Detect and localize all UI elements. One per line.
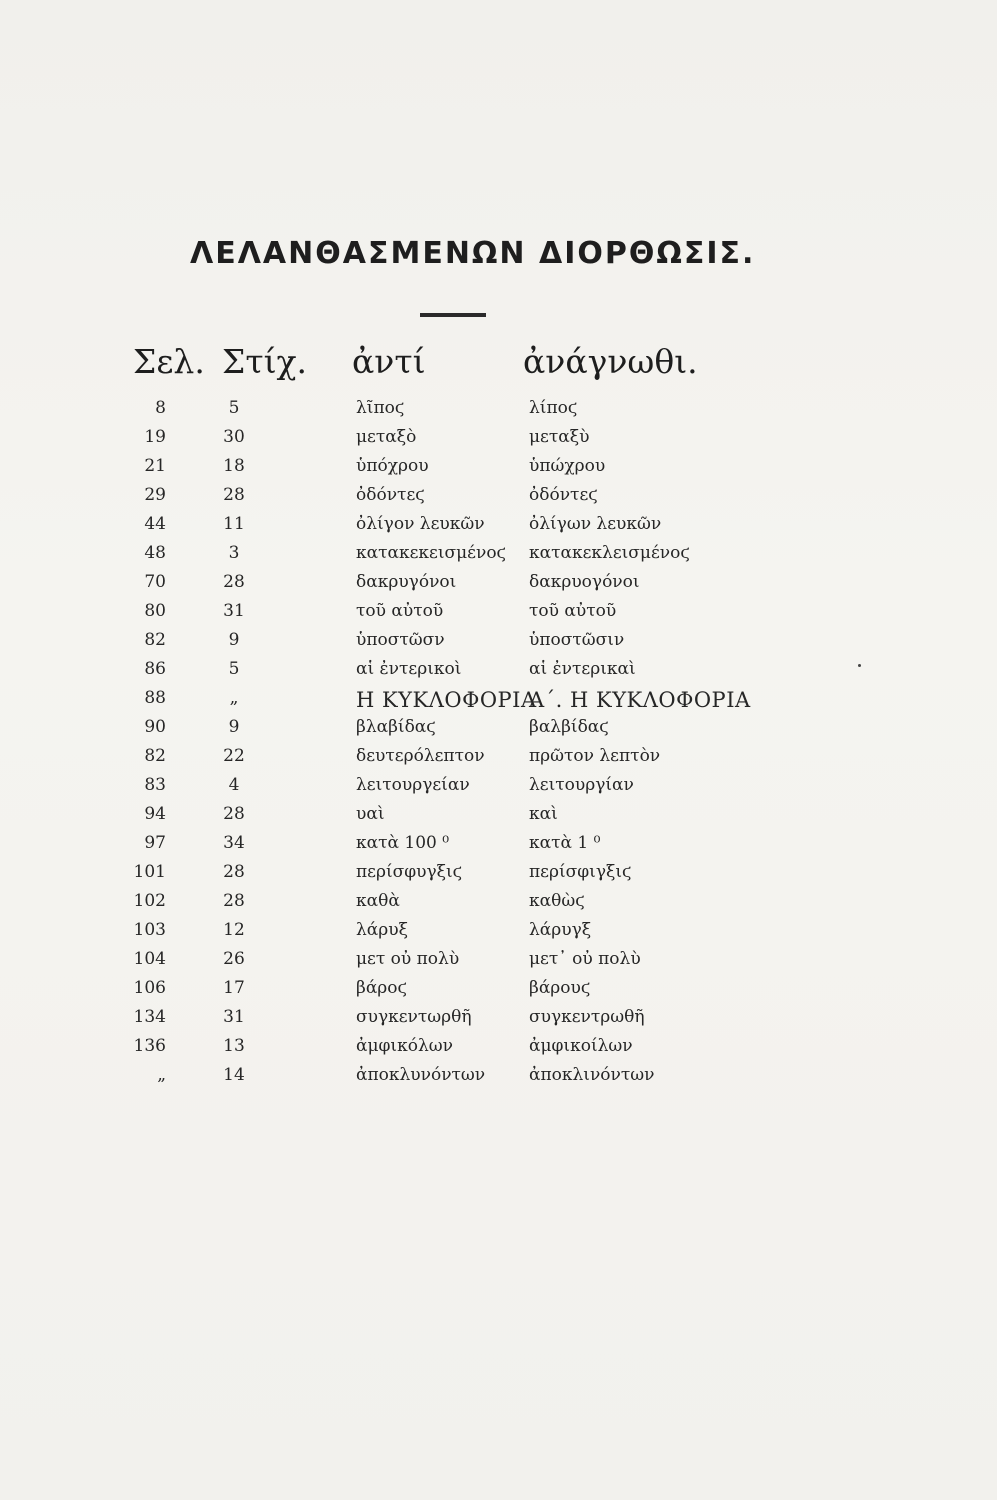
cell-line: 28 [223,572,245,592]
cell-page: 70 [144,572,166,592]
cell-line: 5 [228,659,240,679]
table-row [0,572,997,601]
cell-line: 28 [223,804,245,824]
cell-line: 28 [223,485,245,505]
cell-instead: κατὰ 100 ⁰ [356,833,450,853]
header-page: Σελ. [133,342,205,381]
table-row [0,456,997,485]
cell-instead: δακρυγόνοι [356,572,457,592]
cell-read: πρῶτον λεπτὸν [529,746,661,766]
cell-instead: λάρυξ [356,920,408,940]
cell-page: „ [157,1065,166,1085]
cell-line: 17 [223,978,245,998]
table-row [0,1065,997,1094]
cell-line: 4 [228,775,240,795]
page-title: ΛΕΛΑΝΘΑΣΜΕΝΩΝ ΔΙΟΡΘΩΣΙΣ. [190,236,756,271]
cell-read: κατὰ 1 ⁰ [529,833,601,853]
table-row [0,1036,997,1065]
cell-line: 3 [228,543,240,563]
table-row [0,804,997,833]
cell-read: ὀδόντεϛ [529,485,598,505]
cell-instead: ὑπόχρου [356,456,429,476]
errata-table [0,398,997,1094]
table-row [0,659,997,688]
table-row [0,630,997,659]
cell-read: ἀποκλινόντων [529,1065,655,1085]
cell-instead: ἀποκλυνόντων [356,1065,486,1085]
cell-instead: ὑποστῶσν [356,630,445,650]
header-line: Στίχ. [222,342,308,381]
table-row [0,833,997,862]
table-row [0,920,997,949]
cell-instead: βάροϛ [356,978,408,998]
cell-line: „ [229,688,239,708]
cell-read: δακρυογόνοι [529,572,640,592]
table-row [0,427,997,456]
cell-instead: ὀλίγον λευκῶν [356,514,485,534]
cell-instead: αἱ ἐντερικοὶ [356,659,462,679]
cell-page: 29 [144,485,166,505]
cell-page: 97 [144,833,166,853]
cell-read: ἀμφικοίλων [529,1036,633,1056]
cell-read: τοῦ αὐτοῦ [529,601,617,621]
cell-line: 14 [223,1065,245,1085]
header-read: ἀνάγνωθι. [523,342,698,381]
cell-page: 8 [155,398,166,418]
cell-page: 48 [144,543,166,563]
table-row [0,398,997,427]
cell-line: 11 [223,514,245,534]
cell-page: 21 [144,456,166,476]
cell-line: 5 [228,398,240,418]
table-row [0,485,997,514]
cell-page: 90 [144,717,166,737]
cell-instead: Η ΚΥΚΛΟΦΟΡΙΑ [356,688,537,712]
table-row [0,949,997,978]
cell-instead: περίσφυγξιϛ [356,862,463,882]
cell-instead: τοῦ αὐτοῦ [356,601,444,621]
cell-read: καθὼϛ [529,891,585,911]
cell-read: ὑπώχρου [529,456,606,476]
cell-line: 28 [223,891,245,911]
cell-instead: βλαβίδαϛ [356,717,436,737]
cell-page: 134 [133,1007,166,1027]
cell-read: καὶ [529,804,558,824]
cell-read: Α΄. Η ΚΥΚΛΟΦΟΡΙΑ [529,688,751,712]
table-row [0,543,997,572]
title-divider [420,313,486,317]
cell-page: 94 [144,804,166,824]
table-row [0,746,997,775]
cell-instead: ὀδόντεϛ [356,485,425,505]
cell-instead: συγκεντωρθῆ [356,1007,472,1027]
cell-page: 101 [133,862,166,882]
table-row [0,601,997,630]
table-row [0,688,997,717]
cell-page: 86 [144,659,166,679]
cell-instead: μεταξὸ [356,427,417,447]
cell-line: 34 [223,833,245,853]
cell-read: ὑποστῶσιν [529,630,625,650]
table-row [0,891,997,920]
cell-instead: δευτερόλεπτον [356,746,485,766]
cell-line: 9 [228,717,240,737]
cell-line: 22 [223,746,245,766]
cell-read: βαλβίδαϛ [529,717,609,737]
cell-line: 30 [223,427,245,447]
cell-read: κατακεκλεισμένοϛ [529,543,690,563]
table-row [0,775,997,804]
cell-read: λειτουργίαν [529,775,634,795]
cell-line: 12 [223,920,245,940]
cell-line: 13 [223,1036,245,1056]
cell-page: 83 [144,775,166,795]
cell-read: συγκεντρωθῆ [529,1007,645,1027]
cell-line: 31 [223,601,245,621]
cell-page: 80 [144,601,166,621]
cell-page: 44 [144,514,166,534]
cell-page: 82 [144,630,166,650]
cell-instead: ἀμφικόλων [356,1036,453,1056]
cell-page: 88 [144,688,166,708]
cell-page: 104 [133,949,166,969]
cell-instead: κατακεκεισμένοϛ [356,543,507,563]
cell-page: 136 [133,1036,166,1056]
cell-page: 106 [133,978,166,998]
cell-line: 26 [223,949,245,969]
cell-line: 18 [223,456,245,476]
cell-page: 103 [133,920,166,940]
cell-page: 82 [144,746,166,766]
cell-read: λίποϛ [529,398,578,418]
cell-read: μεταξὺ [529,427,590,447]
cell-read: αἱ ἐντερικαὶ [529,659,636,679]
cell-instead: μετ οὐ πολὺ [356,949,460,969]
table-row [0,978,997,1007]
table-row [0,862,997,891]
cell-line: 31 [223,1007,245,1027]
header-instead: ἀντί [352,342,426,381]
cell-read: μετ᾽ οὐ πολὺ [529,949,641,969]
cell-line: 28 [223,862,245,882]
cell-instead: λειτουργείαν [356,775,470,795]
speck-mark [858,664,861,667]
cell-page: 19 [144,427,166,447]
cell-line: 9 [228,630,240,650]
cell-instead: καθὰ [356,891,400,911]
cell-read: λάρυγξ [529,920,592,940]
cell-read: βάρουϛ [529,978,591,998]
table-row [0,1007,997,1036]
table-row [0,717,997,746]
cell-read: ὀλίγων λευκῶν [529,514,662,534]
cell-instead: υαὶ [356,804,385,824]
cell-read: περίσφιγξιϛ [529,862,632,882]
table-row [0,514,997,543]
cell-page: 102 [133,891,166,911]
cell-instead: λῖποϛ [356,398,405,418]
